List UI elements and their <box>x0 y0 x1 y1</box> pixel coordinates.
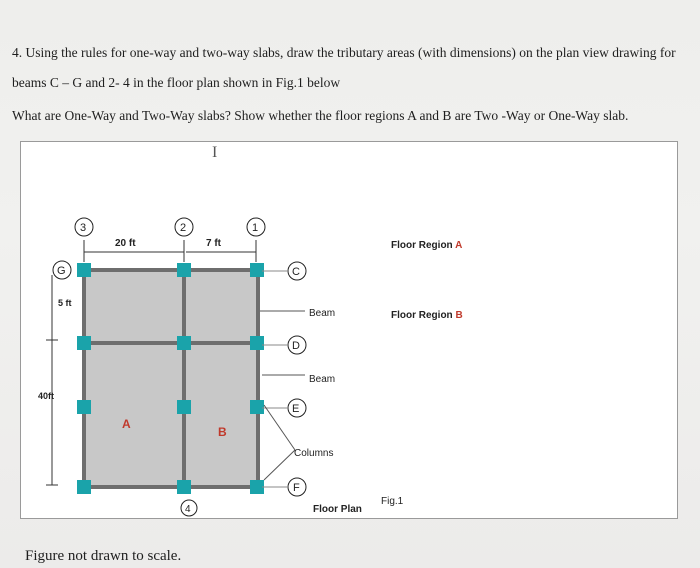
column <box>177 336 191 350</box>
column <box>77 400 91 414</box>
column <box>177 263 191 277</box>
grid-label-g: G <box>57 265 66 277</box>
column <box>250 400 264 414</box>
text-cursor-icon: I <box>212 144 218 161</box>
column <box>177 480 191 494</box>
columns-label: Columns <box>294 448 334 459</box>
beam-label-2: Beam <box>309 374 336 385</box>
column <box>77 336 91 350</box>
top-dimensions <box>84 240 256 262</box>
column <box>77 263 91 277</box>
fig-label: Fig.1 <box>381 496 404 507</box>
figure-not-to-scale-note: Figure not drawn to scale. <box>25 548 182 564</box>
grid-label-2: 2 <box>180 222 187 234</box>
question-line-3: What are One-Way and Two-Way slabs? Show whether the floor regions A and B are Two -Way or One-Way slab. <box>12 108 629 123</box>
dim-7ft: 7 ft <box>206 238 221 249</box>
region-b-label: B <box>218 425 227 439</box>
grid-label-1: 1 <box>252 222 259 234</box>
column <box>77 480 91 494</box>
grid-label-e: E <box>292 403 300 415</box>
slab-region-a <box>84 271 184 487</box>
grid-label-c: C <box>292 266 300 278</box>
grid-bubbles-right <box>288 262 306 496</box>
beam-label-1: Beam <box>309 308 336 319</box>
grid-lines-right <box>262 271 288 487</box>
side-dimension <box>46 275 58 485</box>
question-line-2: beams C – G and 2- 4 in the floor plan shown in Fig.1 below <box>12 75 341 90</box>
grid-bubbles-top <box>75 218 265 236</box>
grid-label-3: 3 <box>80 222 87 234</box>
legend-floor-region-a: Floor Region A <box>391 240 463 251</box>
legend-floor-region-b: Floor Region B <box>391 310 463 321</box>
grid-label-d: D <box>292 340 300 352</box>
dim-40ft: 40ft <box>38 391 55 401</box>
dim-5ft: 5 ft <box>58 298 72 308</box>
grid-label-f: F <box>293 482 300 494</box>
column <box>250 336 264 350</box>
column <box>250 480 264 494</box>
floor-plan-label: Floor Plan <box>313 504 362 515</box>
slab-region-b <box>186 271 256 487</box>
column <box>250 263 264 277</box>
grid-label-4: 4 <box>185 504 191 515</box>
question-line-1: 4. Using the rules for one-way and two-way slabs, draw the tributary areas (with dimensions) on the plan view drawing for <box>12 45 676 60</box>
column <box>177 400 191 414</box>
dim-20ft: 20 ft <box>115 238 136 249</box>
region-a-label: A <box>122 417 131 431</box>
